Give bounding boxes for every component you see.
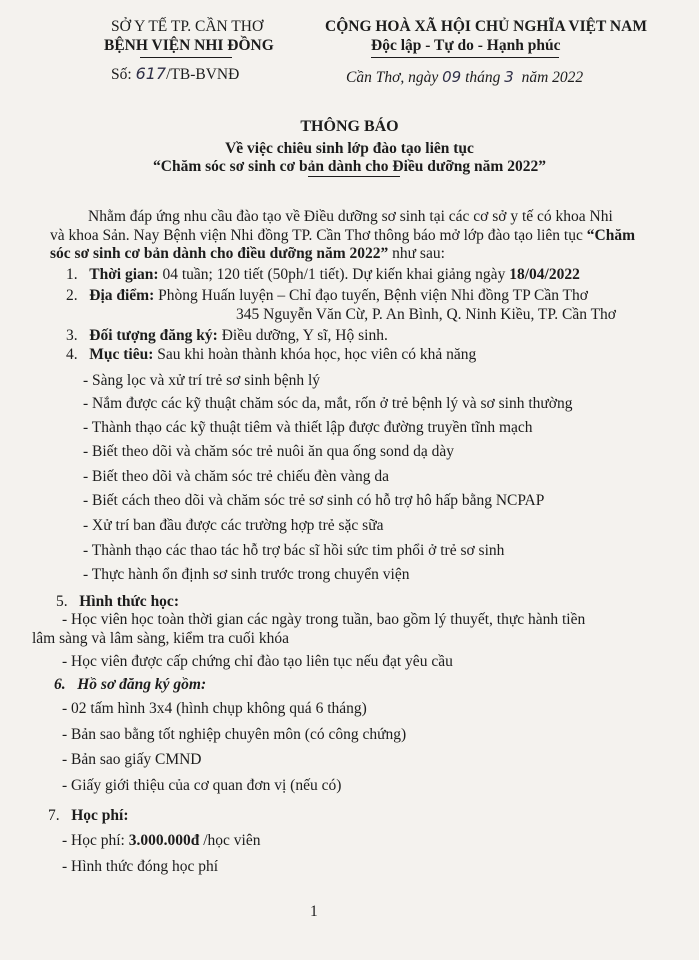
objective-item: - Biết theo dõi và chăm sóc trẻ chiếu đèn vàng da <box>83 468 390 485</box>
number-handwritten: 617 <box>135 64 167 83</box>
agency-name: SỞ Y TẾ TP. CẦN THƠ <box>111 18 264 35</box>
intro-line-2-text: và khoa Sản. Nay Bệnh viện Nhi đồng TP. Cần Thơ thông báo mở lớp đào tạo liên tục <box>50 227 583 244</box>
objective-item: - Xử trí ban đầu được các trường hợp trẻ sặc sữa <box>83 517 384 534</box>
objective-item: - Sàng lọc và xử trí trẻ sơ sinh bệnh lý <box>83 372 321 389</box>
item-text: 04 tuần; 120 tiết (50ph/1 tiết). Dự kiến khai giảng ngày <box>162 266 506 283</box>
study-mode-line-3: - Học viên được cấp chứng chỉ đào tạo liên tục nếu đạt yêu cầu <box>62 653 453 670</box>
objective-item: - Thực hành ổn định sơ sinh trước trong chuyển viện <box>83 566 410 583</box>
document-date <box>346 68 583 87</box>
location-address: 345 Nguyễn Văn Cừ, P. An Bình, Q. Ninh Kiều, TP. Cần Thơ <box>236 306 617 323</box>
item-number: 1. <box>66 266 78 283</box>
item-documents <box>54 676 206 694</box>
item-fee <box>48 807 129 825</box>
date-part2: tháng <box>465 69 501 86</box>
item-number: 5. <box>56 593 68 610</box>
number-prefix: Số: <box>111 66 132 83</box>
fee-suffix: /học viên <box>203 832 261 849</box>
item-label: Hồ sơ đăng ký gồm: <box>77 676 207 693</box>
intro-line-3 <box>50 245 445 263</box>
page-title: THÔNG BÁO <box>300 118 399 135</box>
item-target <box>66 327 388 345</box>
page-number: 1 <box>310 903 318 920</box>
fee-amount: 3.000.000đ <box>128 832 200 849</box>
national-motto: Độc lập - Tự do - Hạnh phúc <box>371 37 561 54</box>
item-text: Điều dưỡng, Y sĩ, Hộ sinh. <box>221 327 388 344</box>
document-item: - Giấy giới thiệu của cơ quan đơn vị (nếu có) <box>62 777 342 794</box>
item-text: Sau khi hoàn thành khóa học, học viên có khả năng <box>157 346 477 363</box>
document-item: - Bản sao giấy CMND <box>62 751 202 768</box>
course-name: “Chăm sóc sơ sinh cơ bản dành cho Điều dưỡng năm 2022” <box>153 158 546 175</box>
intro-course-name: sóc sơ sinh cơ bản dành cho điều dưỡng năm 2022” <box>50 245 389 262</box>
document-item: - 02 tấm hình 3x4 (hình chụp không quá 6 tháng) <box>62 700 367 717</box>
objective-item: - Nắm được các kỹ thuật chăm sóc da, mắt, rốn ở trẻ bệnh lý và sơ sinh thường <box>83 395 573 412</box>
hospital-name: BỆNH VIỆN NHI ĐỒNG <box>104 37 274 54</box>
country-name: CỘNG HOÀ XÃ HỘI CHỦ NGHĨA VIỆT NAM <box>325 18 647 35</box>
document-item: - Bản sao bằng tốt nghiệp chuyên môn (có công chứng) <box>62 726 407 743</box>
item-text: Phòng Huấn luyện – Chỉ đạo tuyến, Bệnh viện Nhi đồng TP Cần Thơ <box>158 287 588 304</box>
item-label: Mục tiêu: <box>89 346 154 363</box>
objective-item: - Biết theo dõi và chăm sóc trẻ nuôi ăn qua ống sond dạ dày <box>83 443 455 460</box>
item-label: Hình thức học: <box>79 593 179 610</box>
motto-underline <box>371 57 559 58</box>
date-month: 3 <box>504 68 514 86</box>
fee-line <box>62 832 260 850</box>
title-subject: Về việc chiêu sinh lớp đào tạo liên tục <box>225 140 474 157</box>
item-objectives <box>66 346 476 364</box>
item-label: Đối tượng đăng ký: <box>89 327 218 344</box>
item-time <box>66 266 580 284</box>
item-number: 6. <box>54 676 66 693</box>
date-day: 09 <box>442 68 462 86</box>
opening-date: 18/04/2022 <box>509 266 580 283</box>
study-mode-line-1: - Học viên học toàn thời gian các ngày trong tuần, bao gồm lý thuyết, thực hành tiền <box>62 611 586 628</box>
title-underline <box>308 176 400 177</box>
intro-line-3-end: như sau: <box>392 245 445 262</box>
item-label: Học phí: <box>71 807 129 824</box>
fee-method: - Hình thức đóng học phí <box>62 858 219 875</box>
item-study-mode <box>56 593 179 611</box>
document-number <box>111 64 239 84</box>
intro-line-1: Nhằm đáp ứng nhu cầu đào tạo về Điều dưỡng sơ sinh tại các cơ sở y tế có khoa Nhi <box>88 208 613 225</box>
item-number: 3. <box>66 327 78 344</box>
date-part3: năm 2022 <box>521 69 584 86</box>
item-label: Địa điểm: <box>89 287 155 304</box>
objective-item: - Biết cách theo dõi và chăm sóc trẻ sơ sinh có hỗ trợ hô hấp bằng NCPAP <box>83 492 545 509</box>
item-label: Thời gian: <box>89 266 159 283</box>
item-number: 2. <box>66 287 78 304</box>
item-number: 4. <box>66 346 78 363</box>
hospital-underline <box>140 57 232 58</box>
intro-line-2-course: “Chăm <box>586 227 635 244</box>
item-location <box>66 287 588 305</box>
study-mode-line-2: lâm sàng và lâm sàng, kiểm tra cuối khóa <box>32 630 289 647</box>
intro-line-2 <box>50 227 635 245</box>
objective-item: - Thành thạo các kỹ thuật tiêm và thiết lập được đường truyền tĩnh mạch <box>83 419 533 436</box>
number-suffix: /TB-BVNĐ <box>166 66 240 83</box>
objective-item: - Thành thạo các thao tác hỗ trợ bác sĩ hồi sức tim phổi ở trẻ sơ sinh <box>83 542 505 559</box>
date-part1: Cần Thơ, ngày <box>346 69 439 86</box>
item-number: 7. <box>48 807 60 824</box>
fee-prefix: - Học phí: <box>62 832 125 849</box>
